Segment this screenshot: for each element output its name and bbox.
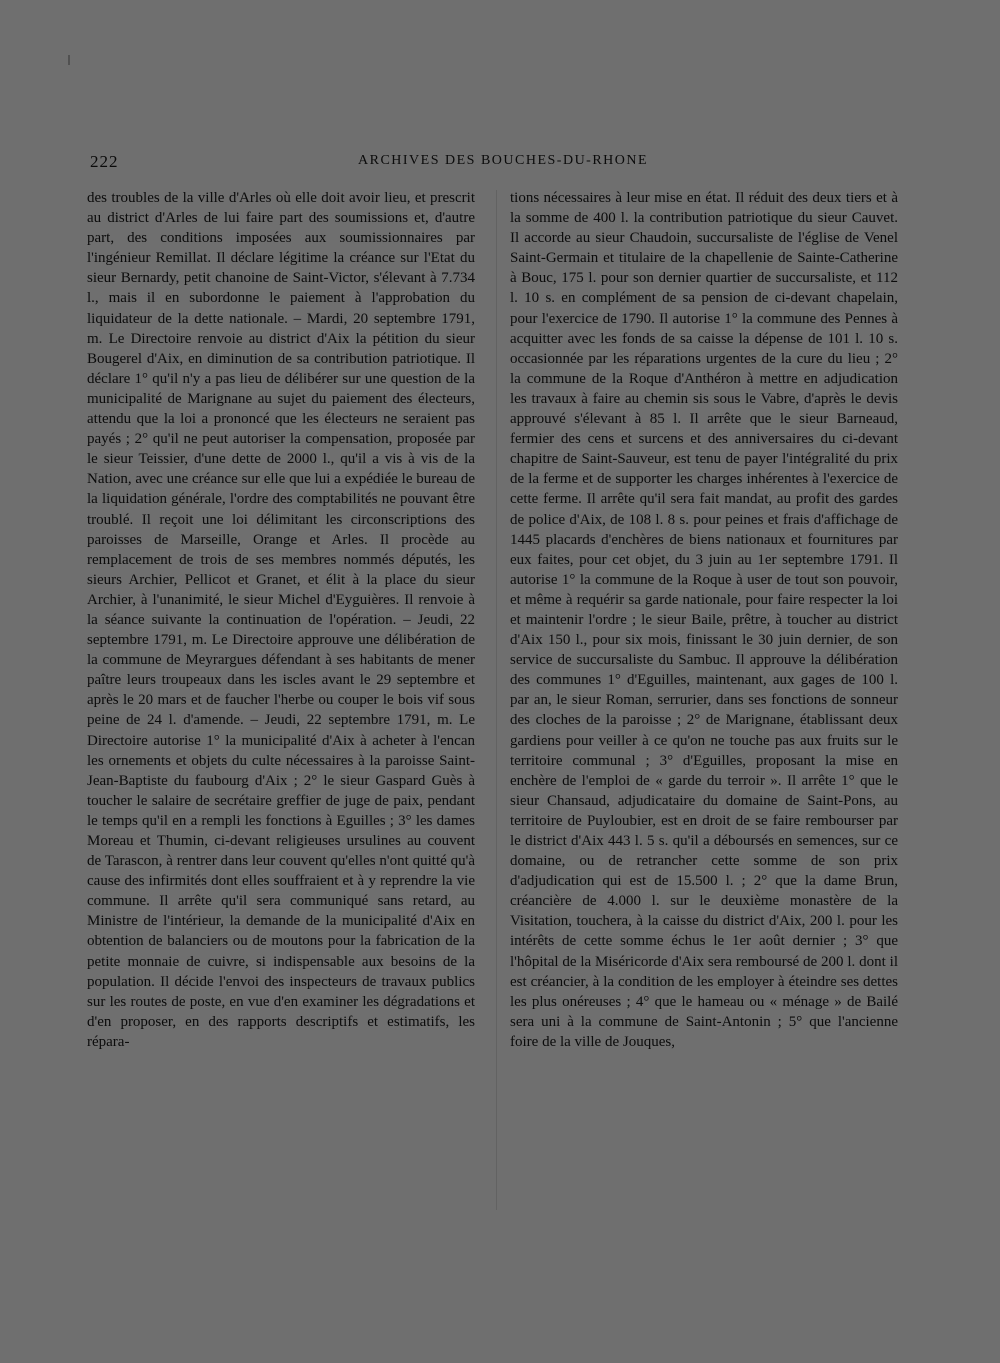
scan-speck (68, 55, 70, 65)
left-column-text: des troubles de la ville d'Arles où elle doit avoir lieu, et prescrit au district d'Arles de lui faire part des soumissions et, d'autre part, des conditions imposées aux soumissionnaires par l'ingénieur Remillat. Il déclare légitime la créance sur l'Etat du sieur Bernardy, petit chanoine de Saint-Victor, s'élevant à 7.734 l., mais il en subordonne le paiement à l'approbation du liquidateur de la dette nationale. – Mardi, 20 septembre 1791, m. Le Directoire renvoie au district d'Aix la pétition du sieur Bougerel d'Aix, en diminution de sa contribution patriotique. Il déclare 1° qu'il n'y a pas lieu de délibérer sur une question de la municipalité de Marignane au sujet du paiement des électeurs, attendu que la loi a prononcé que les électeurs ne seraient pas payés ; 2° qu'il ne peut autoriser la compensation, proposée par le sieur Teissier, d'une dette de 2000 l., qu'il a vis à vis de la Nation, avec une créance sur elle que lui a expédiée le bureau de la liquidation générale, l'ordre des comptabilités ne pouvant être troublé. Il reçoit une loi délimitant les circonscriptions des paroisses de Marseille, Orange et Arles. Il procède au remplacement de trois de ses membres nommés députés, les sieurs Archier, Pellicot et Granet, et élit à la place du sieur Archier, à l'unanimité, le sieur Michel d'Eyguières. Il renvoie à la séance suivante la continuation de l'opération. – Jeudi, 22 septembre 1791, m. Le Directoire approuve une délibération de la commune de Meyrargues défendant à ses habitants de mener paître leurs troupeaux dans les iscles avant le 29 septembre et après le 20 mars et de faucher l'herbe ou couper le bois vif sous peine de 24 l. d'amende. – Jeudi, 22 septembre 1791, m. Le Directoire autorise 1° la municipalité d'Aix à acheter à l'encan les ornements et objets du culte nécessaires à la paroisse Saint-Jean-Baptiste du faubourg d'Aix ; 2° le sieur Gaspard Guès à toucher le salaire de secrétaire greffier de juge de paix, pendant le temps qu'il en a rempli les fonctions à Eguilles ; 3° les dames Moreau et Thumin, ci-devant religieuses ursulines au couvent de Tarascon, à rentrer dans leur couvent qu'elles n'ont quitté qu'à cause des infirmités dont elles souffraient et à y reprendre la vie commune. Il arrête qu'il sera communiqué sans retard, au Ministre de l'intérieur, la demande de la municipalité d'Aix en obtention de balanciers ou de moutons pour la fabrication de la petite monnaie de cuivre, si indispensable aux besoins de la population. Il décide l'envoi des inspecteurs de travaux publics sur les routes de poste, en vue d'en examiner les dégradations et d'en proposer, en des rapports descriptifs et estimatifs, les répara- (87, 190, 475, 1050)
running-title: ARCHIVES DES BOUCHES-DU-RHONE (358, 153, 649, 168)
column-divider (496, 190, 497, 1210)
right-column (510, 188, 898, 1052)
right-column-text: tions nécessaires à leur mise en état. Il réduit des deux tiers et à la somme de 400 l. la contribution patriotique du sieur Cauvet. Il accorde au sieur Chaudoin, succursaliste de l'église de Venel Saint-Germain et titulaire de la chapellenie de Sainte-Catherine à Bouc, 175 l. pour son dernier quartier de succursaliste, et 112 l. 10 s. en complément de sa pension de ci-devant chapelain, pour l'exercice de 1790. Il autorise 1° la commune des Pennes à acquitter avec les fonds de sa caisse la dépense de 101 l. 10 s. occasionnée par les réparations urgentes de la cure du lieu ; 2° la commune de la Roque d'Anthéron à mettre en adjudication les travaux à faire au chemin sis sous le Vabre, d'après le devis approuvé s'élevant à 85 l. Il arrête que le sieur Barneaud, fermier des cens et surcens et des anniversaires du ci-devant chapitre de Saint-Sauveur, est tenu de payer l'intégralité du prix de la ferme et de supporter les charges inhérentes à l'exercice de cette ferme. Il arrête qu'il sera fait mandat, au profit des gardes de police d'Aix, de 108 l. 8 s. pour peines et frais d'affichage de 1445 placards d'enchères de biens nationaux et fournitures par eux faites, pour cet objet, du 3 juin au 1er septembre 1791. Il autorise 1° la commune de la Roque à user de tout son pouvoir, et même à requérir sa garde nationale, pour faire respecter la loi et maintenir l'ordre ; le sieur Baile, prêtre, à toucher au district d'Aix 150 l., pour six mois, finissant le 30 juin dernier, de son service de succursaliste du Sambuc. Il approuve la délibération des communes 1° d'Eguilles, maintenant, aux gages de 100 l. par an, le sieur Roman, serrurier, dans ses fonctions de sonneur des cloches de la paroisse ; 2° de Marignane, établissant deux gardiens pour veiller à ce qu'on ne touche pas aux fruits sur le territoire communal ; 3° d'Eguilles, proposant la mise en enchère de l'emploi de « garde du terroir ». Il arrête 1° que le sieur Chansaud, adjudicataire du domaine de Saint-Pons, au territoire de Puyloubier, est en droit de se faire rembourser par le district d'Aix 443 l. 5 s. qu'il a déboursés en semences, sur ce domaine, ou de retrancher cette somme de son prix d'adjudication qui est de 15.500 l. ; 2° que la dame Brun, créancière de 4.000 l. sur le deuxième monastère de la Visitation, touchera, à la caisse du district d'Aix, 200 l. pour les intérêts de cette somme échus le 1er août dernier ; 3° que l'hôpital de la Miséricorde d'Aix sera remboursé de 200 l. dont il est créancier, à la condition de les employer à éteindre ses dettes les plus onéreuses ; 4° que le hameau ou « ménage » de Bailé sera uni à la commune de Saint-Antonin ; 5° que l'ancienne foire de la ville de Jouques, (510, 190, 898, 1050)
page-header (90, 152, 900, 180)
left-column (87, 188, 475, 1052)
page-number: 222 (90, 152, 119, 171)
